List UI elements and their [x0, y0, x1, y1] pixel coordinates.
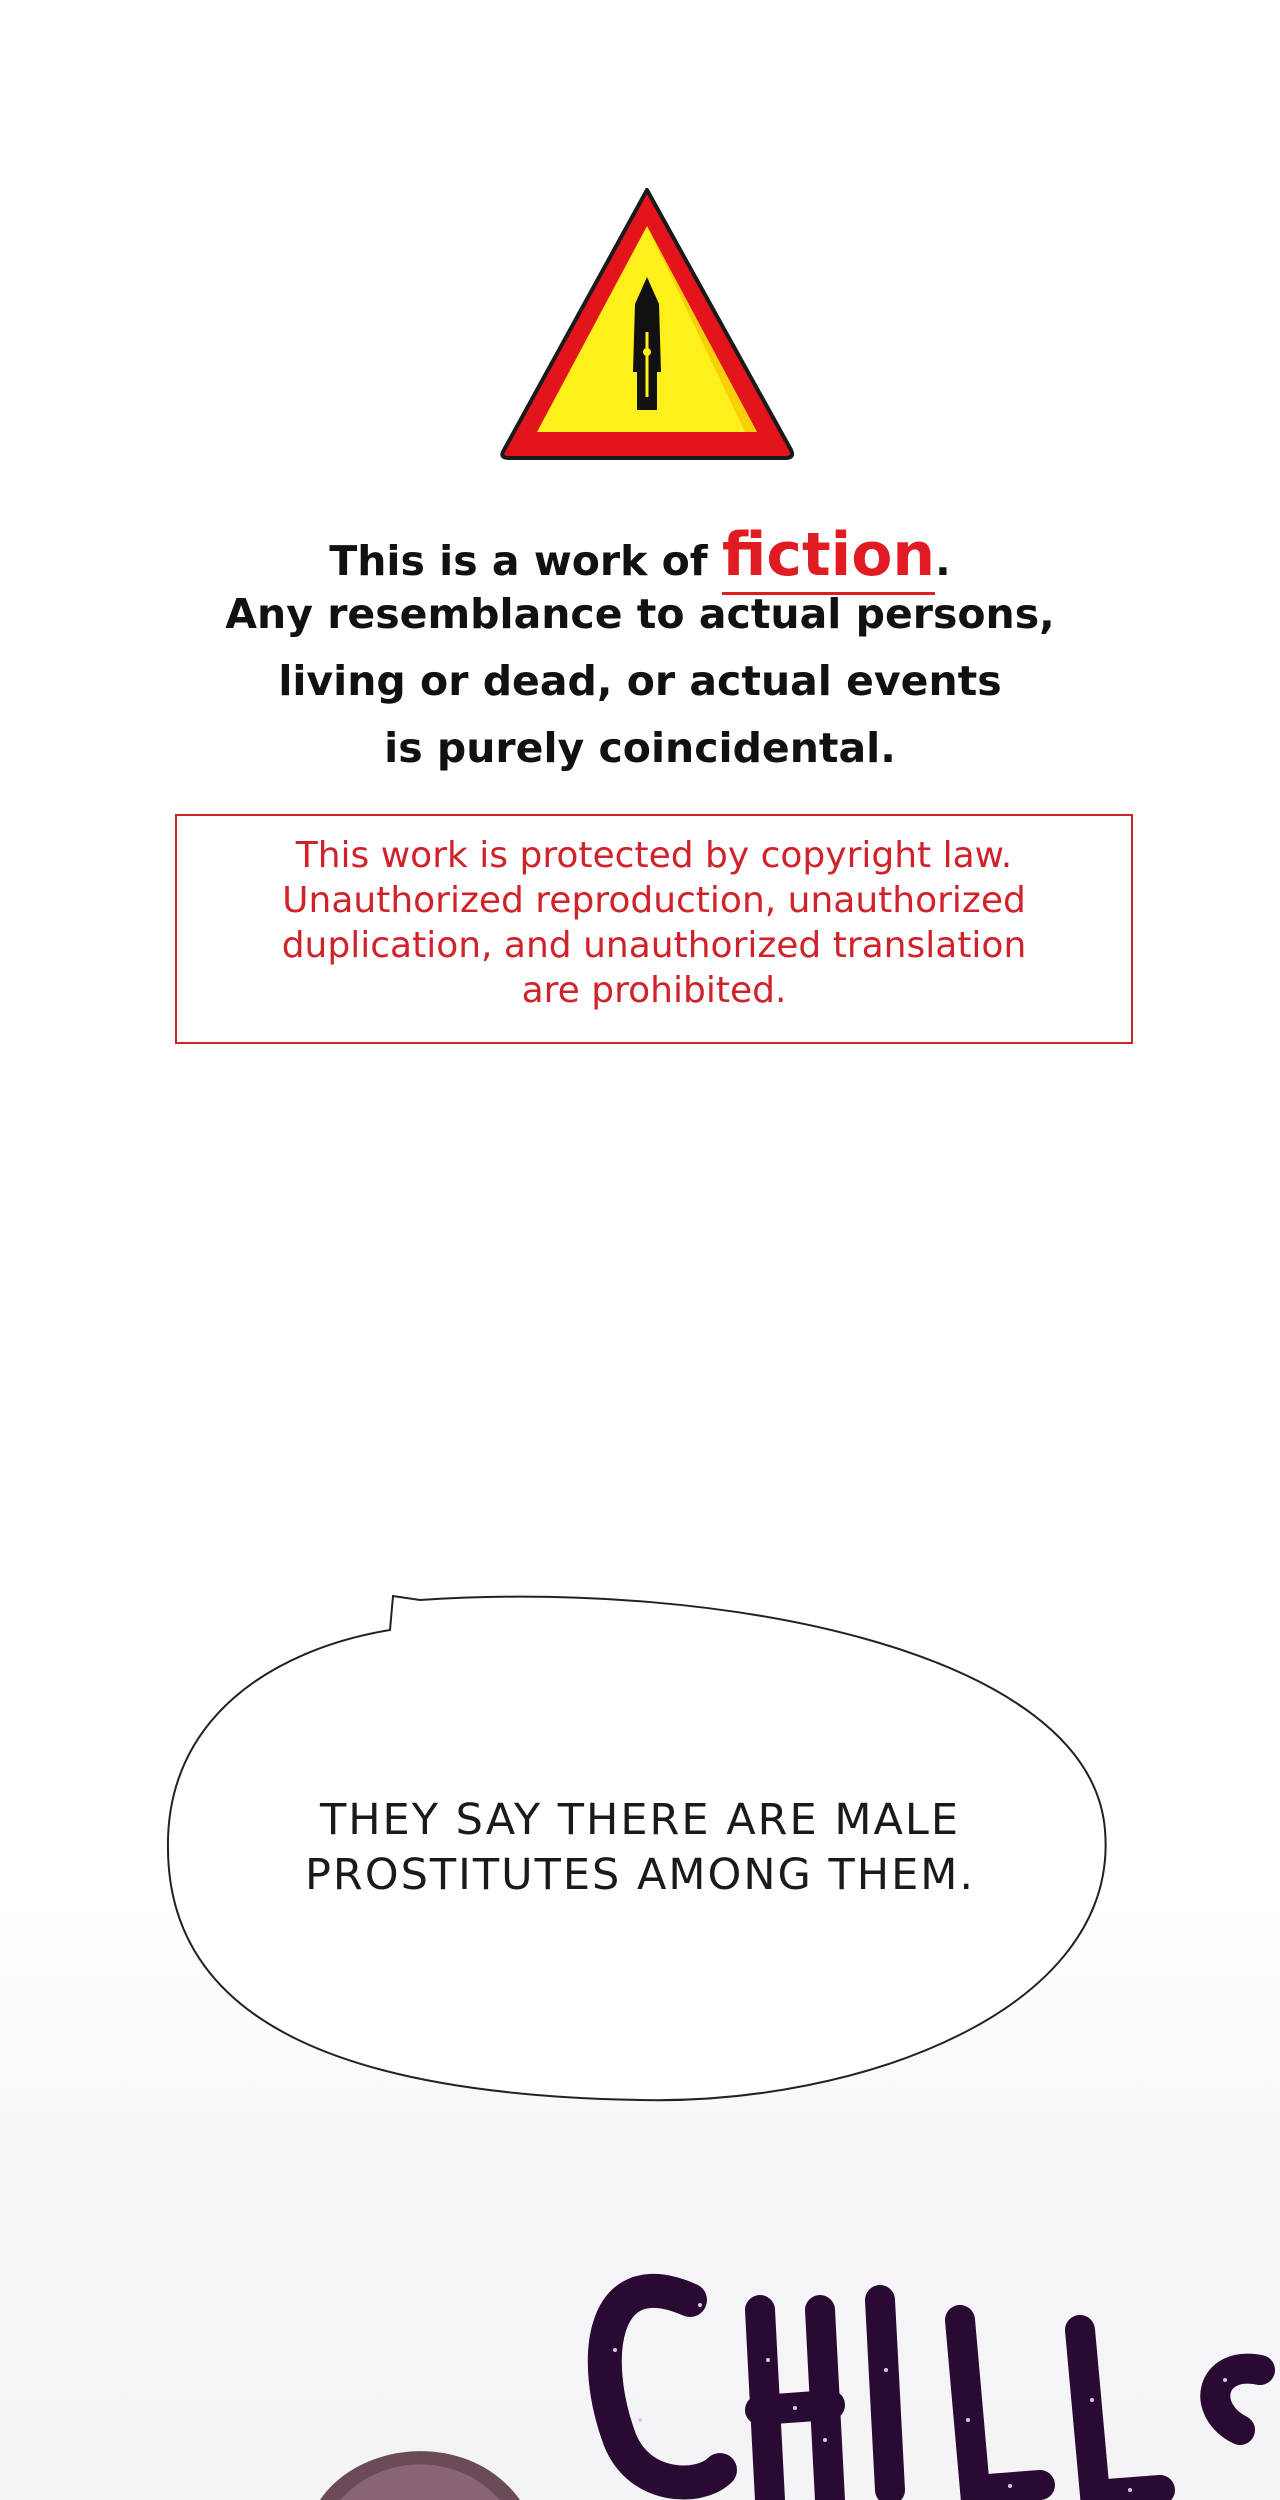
fiction-notice-line: [160, 520, 1120, 590]
copyright-line: duplication, and unauthorized translation: [281, 925, 1027, 966]
copyright-line: Unauthorized reproduction, unauthorized: [282, 880, 1026, 921]
speech-line: PROSTITUTES AMONG THEM.: [304, 1850, 976, 1900]
speech-line: THEY SAY THERE ARE MALE: [319, 1795, 961, 1845]
fiction-highlight: fiction: [722, 520, 935, 595]
coincidental-notice-line: is purely coincidental.: [384, 724, 896, 772]
copyright-line: are prohibited.: [521, 970, 787, 1011]
copyright-line: This work is protected by copyright law.: [295, 835, 1013, 876]
fiction-notice-suffix: .: [935, 537, 951, 585]
copyright-notice-box: [175, 814, 1133, 1044]
resemblance-notice-line: living or dead, or actual events: [278, 657, 1002, 705]
warning-sign-icon: [495, 182, 800, 462]
resemblance-notice-line: Any resemblance to actual persons,: [225, 590, 1055, 638]
fiction-notice-prefix: This is a work of: [329, 537, 722, 585]
sound-effect-illustration: [0, 2240, 1280, 2500]
